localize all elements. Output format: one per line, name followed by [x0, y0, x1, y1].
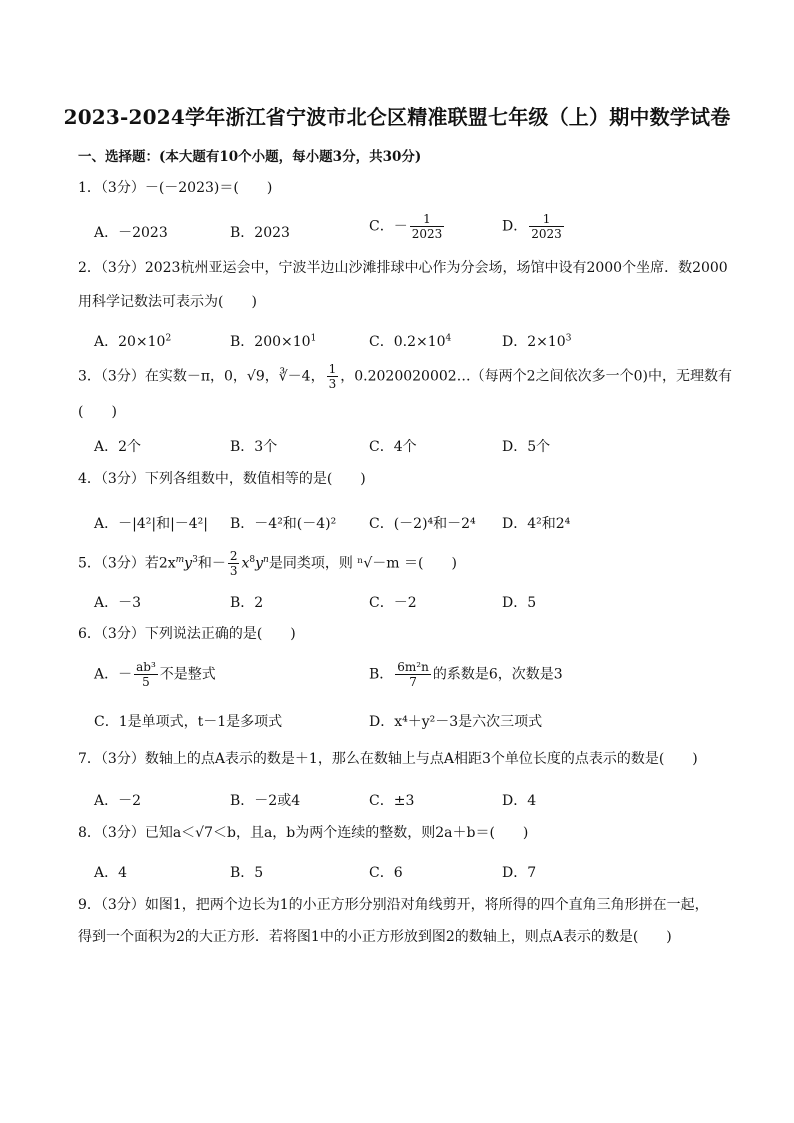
fraction-denominator: 7 — [409, 675, 417, 689]
q8-option-d: D．7 — [502, 865, 537, 881]
q3-option-d: D．5个 — [502, 439, 551, 455]
fraction-denominator: 3 — [229, 564, 238, 579]
q5-text-c: 和－ — [197, 555, 226, 572]
q2-option-a-base: A．20×10 — [94, 334, 166, 350]
q2-option-b — [230, 331, 316, 351]
fraction-numerator: 1 — [529, 212, 564, 227]
q2-option-b-exponent: 1 — [310, 333, 317, 344]
q7-option-d: D．4 — [502, 793, 537, 809]
fraction-denominator: 3 — [328, 377, 337, 391]
question-8-stem: 8．（3分）已知a＜√7＜b，且a，b为两个连续的整数，则2a＋b＝( ) — [78, 825, 529, 841]
q8-option-b: B．5 — [230, 865, 264, 881]
q6-option-b-fraction — [395, 660, 431, 689]
q1-option-a: A．－2023 — [94, 225, 168, 241]
q6-option-a-label: A．－ — [94, 666, 133, 683]
q1-option-c-fraction — [410, 212, 445, 241]
q7-option-b: B．－2或4 — [230, 793, 301, 809]
q2-option-b-base: B．200×10 — [230, 334, 311, 350]
q3-text-start: 3．（3分）在实数－π，0，√9，∛－4， — [78, 368, 325, 385]
q2-option-a-exponent: 2 — [165, 333, 172, 344]
fraction-numerator: 1 — [410, 212, 445, 227]
question-4-stem: 4．（3分）下列各组数中，数值相等的是( ) — [78, 471, 366, 487]
page-title: 2023-2024学年浙江省宁波市北仑区精准联盟七年级（上）期中数学试卷 — [63, 105, 731, 129]
q3-option-b: B．3个 — [230, 439, 278, 455]
q4-option-c: C．(－2)⁴和－2⁴ — [369, 516, 476, 532]
q3-text-rest: ，0.2020020002…（每两个2之间依次多一个0)中，无理数有 — [340, 368, 732, 385]
q4-option-d: D．4²和2⁴ — [502, 516, 571, 532]
q2-option-d-exponent: 3 — [565, 333, 572, 344]
q5-fraction — [228, 549, 240, 578]
q6-option-b — [369, 660, 563, 689]
fraction-numerator: 2 — [229, 549, 238, 564]
fraction-numerator: ab³ — [136, 660, 156, 674]
q6-option-b-label: B． — [369, 666, 394, 683]
question-6-stem: 6．（3分）下列说法正确的是( ) — [78, 626, 296, 642]
q1-option-d-label: D． — [502, 218, 528, 235]
q5-option-c: C．－2 — [369, 595, 417, 611]
q5-option-a: A．－3 — [94, 595, 142, 611]
q4-option-a: A．－|4²|和|－4²| — [94, 516, 209, 532]
q6-option-b-text: 的系数是6，次数是3 — [432, 666, 563, 683]
q6-option-d: D．x⁴＋y²－3是六次三项式 — [369, 714, 543, 730]
q4-option-b: B．－4²和(－4)² — [230, 516, 337, 532]
q5-text-f: 是同类项，则 ⁿ√－m ＝( ) — [268, 555, 457, 572]
q3-option-a: A．2个 — [94, 439, 142, 455]
q6-option-c: C．1是单项式，t－1是多项式 — [94, 714, 283, 730]
q5-exp-3: 3 — [192, 555, 198, 565]
q5-var-y: y — [184, 555, 193, 572]
q5-var-y2: y — [255, 555, 264, 572]
section-heading: 一、选择题：(本大题有10个小题，每小题3分，共30分) — [78, 149, 422, 165]
q8-option-a: A．4 — [94, 865, 128, 881]
question-9-line-1: 9．（3分）如图1，把两个边长为1的小正方形分别沿对角线剪开，将所得的四个直角三角形拼在一起， — [78, 897, 709, 913]
q5-exp-n: n — [263, 555, 269, 565]
q2-option-a — [94, 331, 171, 351]
fraction-denominator: 2023 — [531, 227, 562, 241]
question-1-stem: 1．（3分）－(－2023)＝( ) — [78, 180, 273, 196]
question-2-line-2: 用科学记数法可表示为( ) — [78, 294, 257, 310]
q2-option-c-exponent: 4 — [445, 333, 452, 344]
q5-exp-8: 8 — [249, 555, 256, 565]
question-3-line-1 — [78, 362, 732, 391]
fraction-numerator: 6m²n — [397, 660, 429, 674]
q7-option-c: C．±3 — [369, 793, 415, 809]
q3-option-c: C．4个 — [369, 439, 417, 455]
q1-option-c-label: C．－ — [369, 218, 408, 235]
q6-option-a-fraction — [134, 660, 158, 689]
q2-option-c-base: C．0.2×10 — [369, 334, 446, 350]
fraction-denominator: 2023 — [411, 227, 443, 241]
q5-option-d: D．5 — [502, 595, 537, 611]
q2-option-d — [502, 331, 571, 351]
q1-option-c — [369, 212, 446, 241]
question-3-line-2: ( ) — [78, 404, 117, 420]
q1-option-d-fraction — [529, 212, 564, 241]
q5-text-a: 5．（3分）若2x — [78, 555, 176, 572]
fraction-denominator: 5 — [142, 675, 150, 689]
question-5-stem — [78, 546, 457, 578]
question-9-line-2: 得到一个面积为2的大正方形．若将图1中的小正方形放到图2的数轴上，则点A表示的数是( ) — [78, 929, 672, 945]
q8-option-c: C．6 — [369, 865, 403, 881]
q5-exp-m: m — [175, 555, 185, 565]
q1-option-b: B．2023 — [230, 225, 290, 241]
q6-option-a — [94, 660, 216, 689]
q5-option-b: B．2 — [230, 595, 264, 611]
question-2-line-1: 2．（3分）2023杭州亚运会中，宁波半边山沙滩排球中心作为分会场，场馆中设有2000个坐席．数2000 — [78, 260, 728, 276]
q5-var-x: x — [241, 555, 250, 572]
fraction-numerator: 1 — [328, 362, 337, 376]
q2-option-c — [369, 331, 451, 351]
q3-fraction — [327, 362, 339, 391]
q7-option-a: A．－2 — [94, 793, 142, 809]
q1-option-d — [502, 212, 566, 241]
question-7-stem: 7．（3分）数轴上的点A表示的数是＋1，那么在数轴上与点A相距3个单位长度的点表示的数是( ) — [78, 751, 698, 767]
q2-option-d-base: D．2×10 — [502, 334, 566, 350]
q6-option-a-text: 不是整式 — [159, 666, 216, 683]
